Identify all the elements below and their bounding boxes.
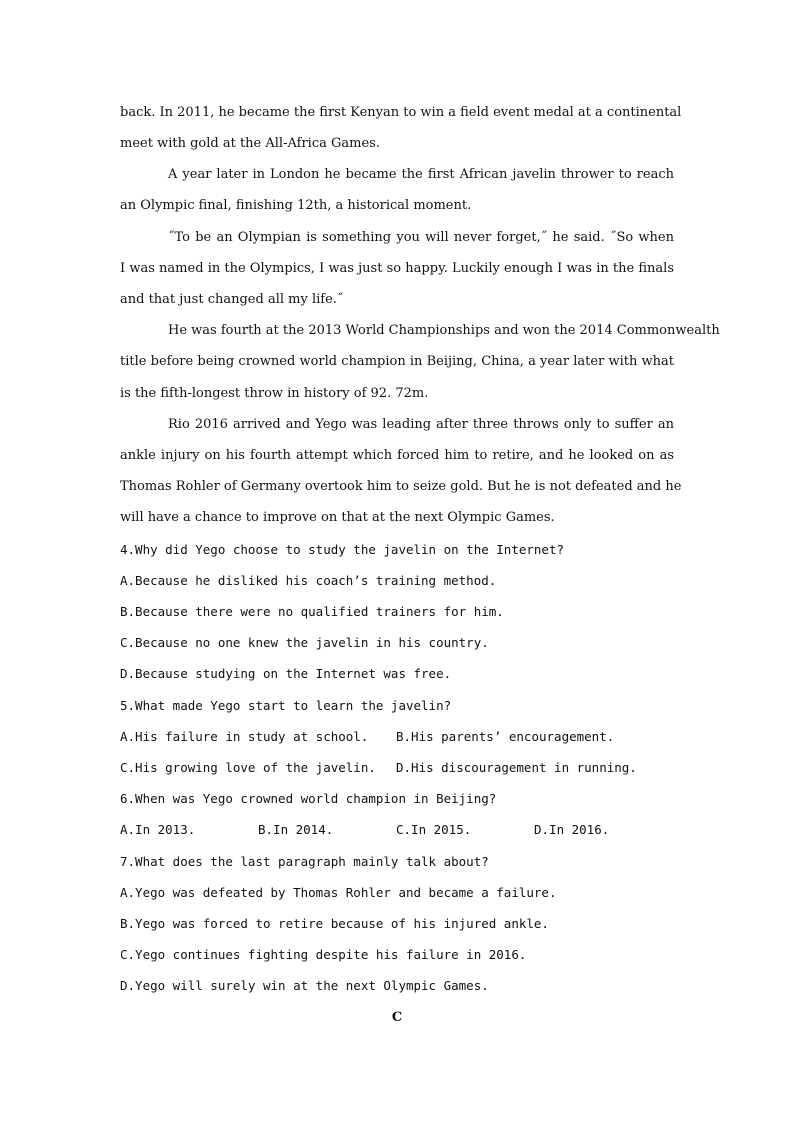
option-d: D.His discouragement in running. <box>396 760 637 775</box>
option-b: B.His parents’ encouragement. <box>396 729 615 744</box>
passage-line: will have a chance to improve on that at the next Olympic Games. <box>120 510 555 525</box>
passage-line: Thomas Rohler of Germany overtook him to seize gold. But he is not defeated and he <box>120 479 682 494</box>
passage-line: and that just changed all my life.˝ <box>120 292 344 307</box>
passage-line: ankle injury on his fourth attempt which forced him to retire, and he looked on as <box>120 448 674 463</box>
passage-line: an Olympic final, finishing 12th, a historical moment. <box>120 198 472 213</box>
section-label: C <box>391 1010 403 1025</box>
question-stem: 4.Why did Yego choose to study the javelin on the Internet? <box>120 542 565 557</box>
passage-line: back. In 2011, he became the first Kenyan to win a field event medal at a continental <box>120 105 682 120</box>
option-c: C.His growing love of the javelin. <box>120 760 376 775</box>
passage-line: He was fourth at the 2013 World Championships and won the 2014 Commonwealth <box>168 323 720 338</box>
option-c: C.Because no one knew the javelin in his country. <box>120 635 489 650</box>
passage-line: A year later in London he became the first African javelin thrower to reach <box>168 167 674 182</box>
passage-line: is the fifth-longest throw in history of 92. 72m. <box>120 386 429 401</box>
passage-line: meet with gold at the All-Africa Games. <box>120 136 380 151</box>
question-stem: 5.What made Yego start to learn the javelin? <box>120 698 452 713</box>
option-b: B.Because there were no qualified trainers for him. <box>120 604 504 619</box>
option-a: A.Yego was defeated by Thomas Rohler and became a failure. <box>120 885 557 900</box>
option-d: D.In 2016. <box>534 822 610 837</box>
option-b: B.Yego was forced to retire because of his injured ankle. <box>120 916 549 931</box>
option-c: C.In 2015. <box>396 822 472 837</box>
question-stem: 6.When was Yego crowned world champion in Beijing? <box>120 791 497 806</box>
option-c: C.Yego continues fighting despite his failure in 2016. <box>120 947 527 962</box>
option-a: A.In 2013. <box>120 822 196 837</box>
option-d: D.Yego will surely win at the next Olympic Games. <box>120 978 489 993</box>
passage-line: Rio 2016 arrived and Yego was leading after three throws only to suffer an <box>168 417 674 432</box>
option-d: D.Because studying on the Internet was free. <box>120 666 452 681</box>
passage-line: I was named in the Olympics, I was just so happy. Luckily enough I was in the finals <box>120 261 674 276</box>
passage-line: ˝To be an Olympian is something you will never forget,˝ he said. ˝So when <box>168 230 674 245</box>
option-b: B.In 2014. <box>258 822 334 837</box>
option-a: A.Because he disliked his coach’s training method. <box>120 573 497 588</box>
question-stem: 7.What does the last paragraph mainly talk about? <box>120 854 489 869</box>
option-a: A.His failure in study at school. <box>120 729 369 744</box>
passage-line: title before being crowned world champion in Beijing, China, a year later with what <box>120 354 674 369</box>
